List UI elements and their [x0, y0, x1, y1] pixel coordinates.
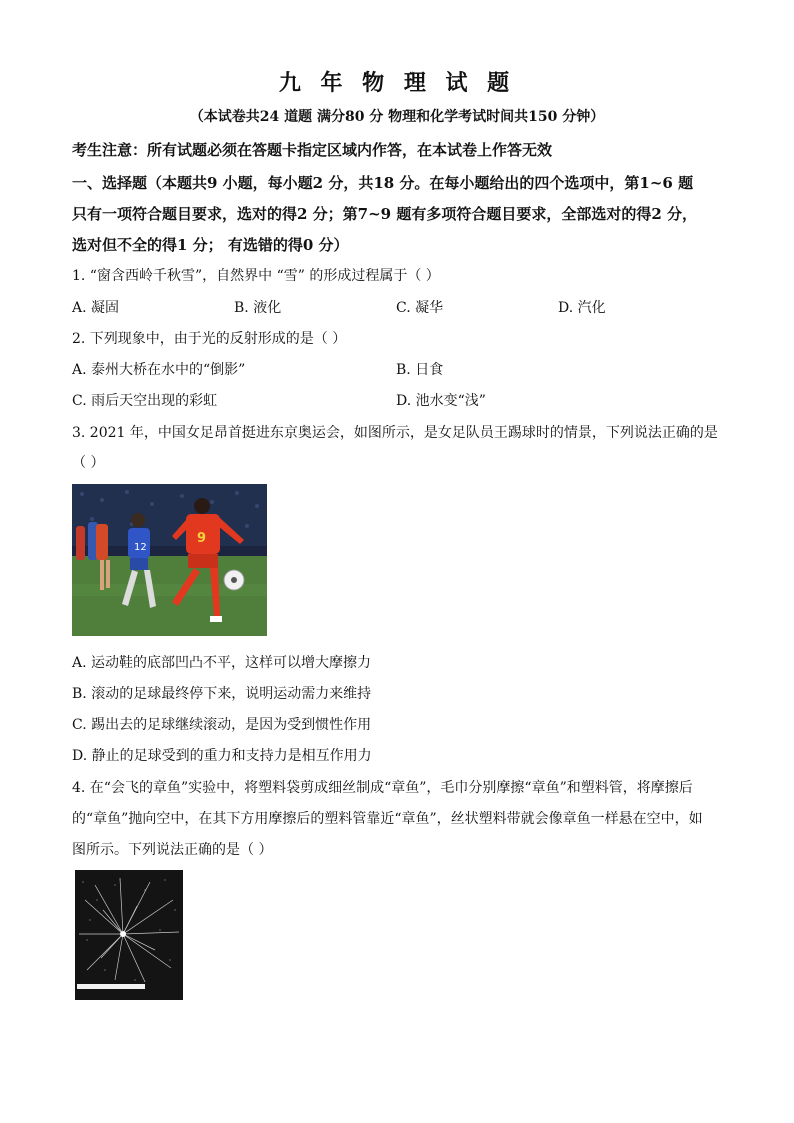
- question-2-option-b: B. 日食: [396, 362, 444, 378]
- question-4-stem-line1: 4. 在“会飞的章鱼”实验中，将塑料袋剪成细丝制成“章鱼”，毛巾分别摩擦“章鱼”和塑料管，将摩擦后: [72, 780, 693, 796]
- question-2-option-c: C. 雨后天空出现的彩虹: [72, 393, 218, 409]
- question-1-stem: 1. “窗含西岭千秋雪”，自然界中 “雪” 的形成过程属于（ ）: [72, 268, 440, 284]
- question-3-option-c: C. 踢出去的足球继续滚动，是因为受到惯性作用: [72, 717, 372, 733]
- page-title: 九 年 物 理 试 题: [278, 70, 516, 96]
- exam-notice: 考生注意：所有试题必须在答题卡指定区域内作答，在本试卷上作答无效: [72, 141, 553, 159]
- exam-subtitle: （本试卷共24 道题 满分80 分 物理和化学考试时间共150 分钟）: [189, 109, 605, 125]
- octopus-strands-illustration: [75, 870, 183, 1000]
- question-1-option-d: D. 汽化: [558, 300, 606, 316]
- question-3-stem-line1: 3. 2021 年，中国女足昂首挺进东京奥运会，如图所示，是女足队员王踢球时的情景，下列说法正确的是: [72, 425, 718, 441]
- question-1-option-c: C. 凝华: [396, 300, 444, 316]
- question-2-option-d: D. 池水变“浅”: [396, 393, 486, 409]
- question-4-stem-line2: 的“章鱼”抛向空中，在其下方用摩擦后的塑料管靠近“章鱼”，丝状塑料带就会像章鱼一样悬在空中，如: [72, 811, 703, 827]
- soccer-scene-illustration: [72, 484, 267, 636]
- question-3-option-b: B. 滚动的足球最终停下来，说明运动需力来维持: [72, 686, 372, 702]
- question-4-stem-line3: 图所示。下列说法正确的是（ ）: [72, 842, 273, 858]
- question-3-option-a: A. 运动鞋的底部凹凸不平，这样可以增大摩擦力: [72, 655, 372, 671]
- question-1-option-b: B. 液化: [234, 300, 282, 316]
- blue-jersey-number: 12: [134, 542, 147, 553]
- question-2-stem: 2. 下列现象中，由于光的反射形成的是（ ）: [72, 331, 347, 347]
- section-instructions-line3: 选对但不全的得1 分； 有选错的得0 分）: [72, 236, 349, 254]
- section-instructions-line1: 一、选择题（本题共9 小题，每小题2 分，共18 分。在每小题给出的四个选项中，第1~6 题: [72, 174, 694, 192]
- question-2-option-a: A. 泰州大桥在水中的“倒影”: [72, 362, 246, 378]
- question-3-option-d: D. 静止的足球受到的重力和支持力是相互作用力: [72, 748, 372, 764]
- red-jersey-number: 9: [197, 531, 207, 546]
- question-1-option-a: A. 凝固: [72, 300, 120, 316]
- question-3-stem-line2: （ ）: [72, 455, 105, 471]
- flying-octopus-photo: [75, 870, 183, 1000]
- soccer-photo: [72, 484, 267, 636]
- plastic-tube: [77, 984, 145, 989]
- section-instructions-line2: 只有一项符合题目要求，选对的得2 分；第7~9 题有多项符合题目要求，全部选对的得2 分，: [72, 205, 697, 223]
